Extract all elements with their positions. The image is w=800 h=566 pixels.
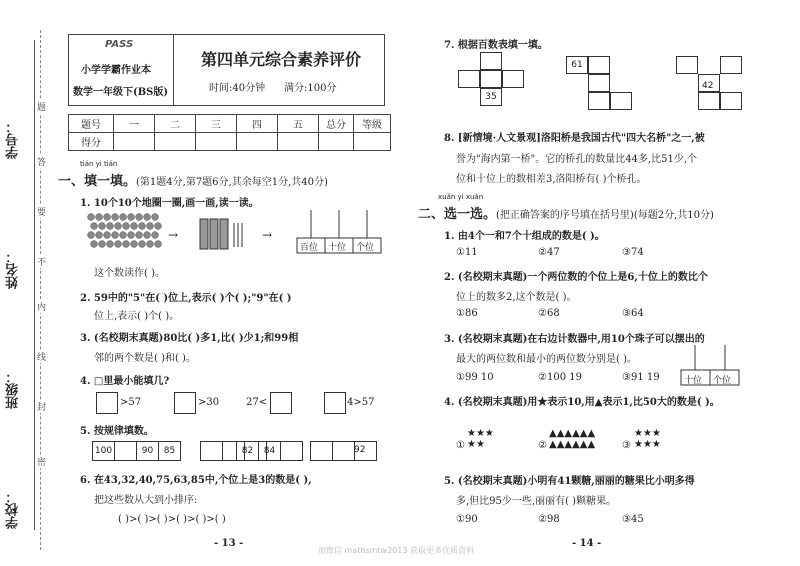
dot	[112, 232, 119, 239]
dot	[115, 223, 122, 230]
section2-pinyin: xuǎn yi xuǎn	[438, 193, 484, 201]
table-header: 等级	[354, 115, 391, 133]
dot	[99, 223, 106, 230]
exam-time: 时间:40分钟	[209, 83, 266, 94]
place-label-ones: 个位	[356, 243, 375, 253]
q3-line2: 邻的两个数是( )和( )。	[94, 353, 196, 364]
score-cell[interactable]	[114, 133, 155, 151]
exam-score: 满分:100分	[284, 83, 337, 94]
dot	[152, 232, 159, 239]
brand-panel	[69, 35, 174, 105]
dot	[120, 214, 127, 221]
binding-line	[34, 40, 35, 530]
c5-option[interactable]: ①90	[456, 514, 478, 525]
grid-cell[interactable]	[720, 92, 742, 110]
score-cell[interactable]	[237, 133, 278, 151]
section2-note: (把正确答案的序号填在括号里)(每题2分,共10分)	[496, 210, 714, 221]
dot	[88, 232, 95, 239]
cut-char: 要	[37, 205, 46, 218]
c2-option[interactable]: ②68	[538, 308, 560, 319]
c2-line1: 2. (名校期末真题)一个两位数的个位上是6,十位上的数比个	[444, 272, 708, 283]
score-cell[interactable]	[196, 133, 237, 151]
seq-cell[interactable]	[201, 442, 223, 460]
dot	[104, 214, 111, 221]
grid-cell: 35	[480, 88, 502, 106]
dot	[155, 241, 162, 248]
q2-line2: 位上,表示( )个( )。	[94, 311, 180, 322]
row-label: 得分	[69, 133, 114, 151]
q1-read: 这个数读作( )。	[94, 268, 165, 279]
dot	[88, 214, 95, 221]
dot	[144, 214, 151, 221]
c5-option[interactable]: ②98	[538, 514, 560, 525]
dot	[99, 241, 106, 248]
grid-cell[interactable]	[588, 92, 610, 110]
dot	[152, 214, 159, 221]
seq-cell: 85	[163, 446, 176, 456]
c1-option[interactable]: ③74	[622, 247, 644, 258]
arrow-icon: →	[168, 228, 179, 242]
dot	[91, 223, 98, 230]
star-figure-2: ★★★ ★★★	[634, 428, 661, 450]
score-cell[interactable]	[354, 133, 391, 151]
dot	[136, 214, 143, 221]
q8-line1: 8. [新情境·人文景观]洛阳桥是我国古代"四大名桥"之一,被	[444, 133, 705, 144]
dot	[104, 232, 111, 239]
side-label-id: 学号：	[6, 120, 21, 159]
table-header: 总分	[319, 115, 354, 133]
score-table	[68, 114, 391, 151]
q6-line1: 6. 在43,32,40,75,63,85中,个位上是3的数是( ),	[80, 475, 312, 486]
watermark: 加微信 mathsmtw2013 获取更多优质资料	[318, 546, 474, 555]
counter-ones-label: 个位	[713, 376, 732, 386]
dots-picture	[86, 212, 166, 252]
cut-char: 封	[37, 400, 46, 413]
grid-cell[interactable]	[610, 92, 632, 110]
table-header: 二	[155, 115, 196, 133]
dot	[123, 223, 130, 230]
counter-tens-label: 十位	[684, 376, 703, 386]
page-number-right: - 14 -	[572, 538, 602, 549]
side-label-school: 学校：	[6, 490, 21, 529]
c3-option[interactable]: ①99 10	[456, 372, 494, 383]
section1-pinyin: tián yì tián	[80, 160, 118, 168]
seq-cell: 100	[93, 442, 115, 460]
dot	[96, 214, 103, 221]
q4-item: >57	[120, 397, 142, 408]
grid-cell: 42	[702, 81, 714, 91]
answer-box[interactable]	[270, 392, 292, 414]
c3-line1: 3. (名校期末真题)在右边计数器中,用10个珠子可以摆出的	[444, 334, 705, 345]
seq-cell[interactable]	[311, 442, 333, 460]
q6-line3: ( )>( )>( )>( )>( )>( )	[118, 514, 226, 525]
section1-note: (第1题4分,第7题6分,其余每空1分,共40分)	[136, 177, 328, 188]
dot	[155, 223, 162, 230]
dot	[123, 241, 130, 248]
dot	[115, 241, 122, 248]
dot	[112, 214, 119, 221]
cut-char: 内	[37, 300, 46, 313]
side-label-class: 班级：	[6, 370, 21, 409]
q1: 1. 10个10个地圈一圈,画一画,读一读。	[80, 198, 259, 209]
section2-heading	[418, 203, 714, 222]
sequence-row-4	[310, 441, 377, 461]
cut-char: 题	[37, 100, 46, 113]
page-number-left: - 13 -	[214, 538, 244, 549]
seq-cell[interactable]	[281, 442, 302, 460]
score-cell[interactable]	[278, 133, 319, 151]
grid-cell[interactable]	[502, 70, 524, 88]
sequence-row-1	[92, 441, 181, 461]
dot	[107, 241, 114, 248]
q7: 7. 根据百数表填一填。	[444, 40, 548, 51]
dot	[128, 232, 135, 239]
seq-cell[interactable]	[333, 442, 355, 460]
q5: 5. 按规律填数。	[80, 426, 154, 437]
section1-heading	[58, 170, 328, 189]
q4: 4. □里最小能填几?	[80, 376, 170, 387]
dot	[96, 232, 103, 239]
q8-line2: 誉为"海内第一桥"。它的桥孔的数量比44多,比51少,个	[456, 154, 698, 165]
grid-cell[interactable]	[480, 52, 502, 70]
q4-item: >30	[198, 397, 220, 408]
hundred-grid-1	[458, 52, 524, 108]
hundred-grid-2	[566, 56, 632, 112]
section2-title: 二、选一选。	[418, 207, 497, 222]
dot	[131, 223, 138, 230]
series-name: 小学学霸作业本	[81, 65, 151, 76]
score-cell[interactable]	[155, 133, 196, 151]
q4-item: 27<	[246, 397, 268, 408]
c2-line2: 位上的数多2,这个数是( )。	[456, 292, 577, 303]
c3-line2: 最大的两位数和最小的两位数分别是( )。	[456, 354, 637, 365]
c1-option[interactable]: ②47	[538, 247, 560, 258]
star-figure-1: ★★★ ★★	[467, 428, 494, 450]
dot	[144, 232, 151, 239]
grid-cell[interactable]	[458, 70, 480, 88]
arrow-icon: →	[262, 228, 273, 242]
c1: 1. 由4个一和7个十组成的数是( )。	[444, 231, 605, 242]
dot	[91, 241, 98, 248]
seq-cell: 90	[137, 442, 159, 460]
exam-title: 第四单元综合素养评价	[201, 50, 362, 69]
c5-line1: 5. (名校期末真题)小明有41颗糖,丽丽的糖果比小明多得	[444, 476, 695, 487]
seq-cell[interactable]	[115, 442, 137, 460]
c4: 4. (名校期末真题)用★表示10,用▲表示1,比50大的数是( )。	[444, 397, 720, 408]
answer-box[interactable]	[324, 392, 346, 414]
dot	[147, 241, 154, 248]
cut-char: 不	[37, 255, 46, 268]
c3-option[interactable]: ②100 19	[538, 372, 582, 383]
dot	[120, 232, 127, 239]
dot	[136, 232, 143, 239]
score-cell[interactable]	[319, 133, 354, 151]
c5-option[interactable]: ③45	[622, 514, 644, 525]
seq-cell: 82	[237, 442, 259, 460]
section1-title: 一、填一填。	[58, 174, 137, 189]
brand-logo: PASS	[105, 39, 134, 50]
answer-box[interactable]	[174, 392, 196, 414]
side-label-name: 姓名：	[6, 250, 21, 289]
c5-line2: 多,但比95少一些,丽丽有( )颗糖果。	[456, 496, 617, 507]
cut-char: 线	[37, 350, 46, 363]
table-header: 四	[237, 115, 278, 133]
place-label-tens: 十位	[328, 243, 347, 253]
cut-char: 答	[37, 155, 46, 168]
sequence-row-3	[236, 441, 303, 461]
table-header: 题号	[69, 115, 114, 133]
grid-cell[interactable]	[720, 56, 742, 74]
c4-option[interactable]: ③	[622, 440, 631, 451]
dot	[107, 223, 114, 230]
table-header: 三	[196, 115, 237, 133]
q2-line1: 2. 59中的"5"在( )位上,表示( )个( );"9"在( )	[80, 293, 292, 304]
cut-char: 密	[37, 455, 46, 468]
seq-cell: 92	[354, 445, 366, 455]
grid-cell[interactable]	[480, 70, 502, 88]
triangle-figure: ▲▲▲▲▲▲ ▲▲▲▲▲▲	[549, 428, 596, 450]
q3-line1: 3. (名校期末真题)80比( )多1,比( )少1;和99相	[80, 333, 299, 344]
c3-option[interactable]: ③91 19	[622, 372, 660, 383]
c2-option[interactable]: ①86	[456, 308, 478, 319]
c4-option[interactable]: ②	[538, 440, 547, 451]
c2-option[interactable]: ③64	[622, 308, 644, 319]
grid-cell: 61	[566, 56, 588, 74]
q8-line3: 位和十位上的数相差3,洛阳桥有( )个桥孔。	[456, 174, 647, 185]
dot	[128, 214, 135, 221]
grid-cell[interactable]	[588, 74, 610, 92]
grid-cell[interactable]	[676, 56, 698, 74]
place-label-hundreds: 百位	[300, 243, 319, 253]
dot	[131, 241, 138, 248]
grid-cell[interactable]	[698, 92, 720, 110]
answer-box[interactable]	[96, 392, 118, 414]
seq-cell: 84	[259, 442, 281, 460]
dot	[139, 241, 146, 248]
grade-edition: 数学一年级下(BS版)	[73, 87, 169, 98]
c4-option[interactable]: ①	[456, 440, 465, 451]
c1-option[interactable]: ①11	[456, 247, 478, 258]
bundles-picture	[198, 215, 258, 253]
table-header: 五	[278, 115, 319, 133]
q6-line2: 把这些数从大到小排序:	[94, 495, 198, 506]
dot	[139, 223, 146, 230]
dot	[147, 223, 154, 230]
q4-item: 4>57	[347, 397, 375, 408]
exam-header	[68, 34, 385, 106]
grid-cell[interactable]	[588, 56, 610, 74]
table-header: 一	[114, 115, 155, 133]
